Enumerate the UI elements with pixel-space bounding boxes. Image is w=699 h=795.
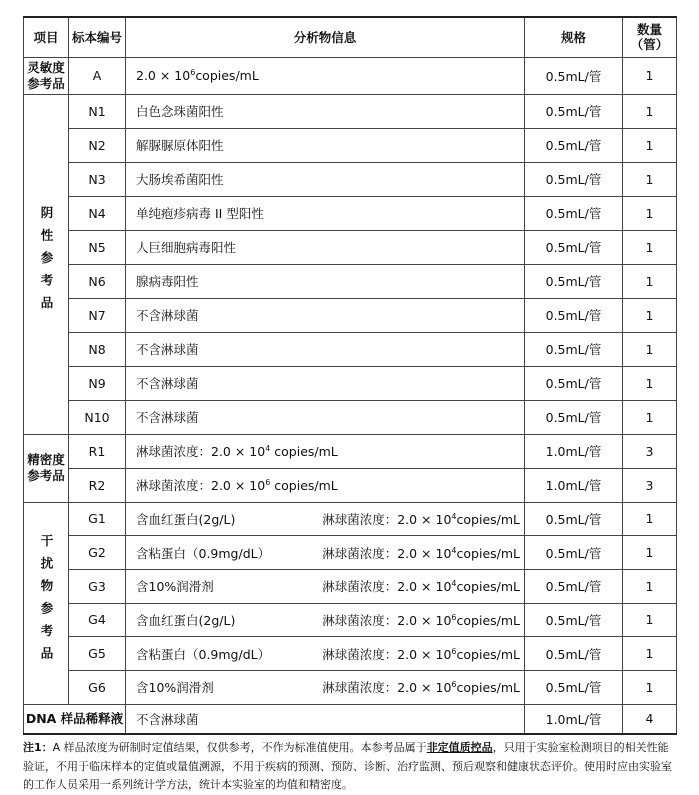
spec-cell: 0.5mL/管	[525, 128, 623, 162]
table-row	[24, 230, 677, 264]
group-negative-label: 阴性参考品	[39, 206, 54, 319]
table-row	[24, 468, 677, 502]
table-row	[24, 434, 677, 468]
group-dna-label: DNA 样品稀释液	[25, 710, 124, 726]
analyte-concentration-exp: 4	[265, 443, 271, 453]
spec-cell: 1.0mL/管	[525, 468, 623, 502]
analyte-concentration-exp: 4	[451, 545, 457, 555]
analyte-concentration-pre: 2.0 × 10	[136, 68, 191, 83]
analyte-concentration-exp: 4	[451, 511, 457, 521]
analyte-concentration-exp: 6	[190, 67, 196, 77]
qty-cell: 3	[623, 468, 677, 502]
spec-cell: 0.5mL/管	[525, 536, 623, 570]
spec-cell: 0.5mL/管	[525, 670, 623, 704]
analyte-concentration-pre: 淋球菌浓度：2.0 × 10	[322, 545, 452, 561]
interferent: 含血红蛋白(2g/L)	[136, 511, 236, 527]
analyte-concentration-exp: 6	[265, 477, 271, 487]
spec-cell: 1.0mL/管	[525, 704, 623, 734]
analyte-concentration-post: copies/mL	[270, 478, 338, 493]
analyte-concentration-exp: 6	[451, 680, 457, 690]
analyte-concentration	[322, 645, 520, 663]
analyte-cell: 单纯疱疹病毒 II 型阳性	[126, 196, 525, 230]
header-analyte: 分析物信息	[126, 17, 525, 57]
analyte-cell: 白色念珠菌阳性	[126, 94, 525, 128]
sample-id: N8	[69, 332, 126, 366]
sample-id: N9	[69, 366, 126, 400]
group-interference	[24, 502, 69, 704]
analyte-cell	[126, 670, 525, 704]
table-row	[24, 264, 677, 298]
sample-id: N10	[69, 400, 126, 434]
interferent: 含10%润滑剂	[136, 579, 214, 595]
spec-cell: 0.5mL/管	[525, 264, 623, 298]
qty-cell: 1	[623, 536, 677, 570]
analyte-concentration-pre: 淋球菌浓度：2.0 × 10	[136, 444, 266, 459]
qty-cell: 4	[623, 704, 677, 734]
table-row	[24, 57, 677, 94]
sample-id: N3	[69, 162, 126, 196]
table-row	[24, 670, 677, 704]
group-interference-label: 干扰物参考品	[39, 534, 54, 670]
qty-cell: 1	[623, 569, 677, 603]
table-row	[24, 704, 677, 734]
analyte-concentration-post: copies/mL	[456, 646, 520, 662]
table-row	[24, 536, 677, 570]
table-row	[24, 94, 677, 128]
analyte-pair	[136, 544, 524, 562]
analyte-cell: 腺病毒阳性	[126, 264, 525, 298]
analyte-cell: 解脲脲原体阳性	[126, 128, 525, 162]
header-row	[24, 17, 677, 57]
analyte-concentration-pre: 淋球菌浓度：2.0 × 10	[322, 612, 452, 628]
analyte-concentration-pre: 淋球菌浓度：2.0 × 10	[322, 579, 452, 595]
spec-cell: 0.5mL/管	[525, 637, 623, 671]
sample-id: A	[69, 57, 126, 94]
table-row	[24, 603, 677, 637]
spec-cell: 0.5mL/管	[525, 230, 623, 264]
analyte-cell	[126, 569, 525, 603]
analyte-cell	[126, 637, 525, 671]
analyte-cell: 不含淋球菌	[126, 366, 525, 400]
table-row	[24, 196, 677, 230]
sample-id: N4	[69, 196, 126, 230]
header-item: 项目	[24, 17, 69, 57]
qty-cell: 1	[623, 502, 677, 536]
analyte-concentration	[322, 510, 520, 528]
analyte-concentration-pre: 淋球菌浓度：2.0 × 10	[322, 511, 452, 527]
spec-cell: 0.5mL/管	[525, 603, 623, 637]
spec-cell: 0.5mL/管	[525, 400, 623, 434]
qty-cell: 1	[623, 366, 677, 400]
qty-cell: 1	[623, 603, 677, 637]
analyte-cell	[126, 434, 525, 468]
qty-cell: 1	[623, 670, 677, 704]
spec-cell: 0.5mL/管	[525, 162, 623, 196]
interferent: 含10%润滑剂	[136, 680, 214, 696]
table-row	[24, 162, 677, 196]
sample-id: N1	[69, 94, 126, 128]
table-row	[24, 637, 677, 671]
analyte-concentration-post: copies/mL	[456, 680, 520, 696]
sample-id: N2	[69, 128, 126, 162]
spec-cell: 0.5mL/管	[525, 57, 623, 94]
analyte-pair	[136, 611, 524, 629]
analyte-concentration-post: copies/mL	[195, 68, 259, 83]
sample-id: N7	[69, 298, 126, 332]
analyte-concentration-pre: 淋球菌浓度：2.0 × 10	[136, 478, 266, 493]
table-row	[24, 400, 677, 434]
header-sample-no: 标本编号	[69, 17, 126, 57]
qty-cell: 1	[623, 332, 677, 366]
sample-id: G3	[69, 569, 126, 603]
sample-id: G5	[69, 637, 126, 671]
sample-id: G2	[69, 536, 126, 570]
analyte-concentration	[322, 611, 520, 629]
analyte-cell: 不含淋球菌	[126, 298, 525, 332]
table-row	[24, 128, 677, 162]
qty-cell: 3	[623, 434, 677, 468]
spec-cell: 0.5mL/管	[525, 502, 623, 536]
qty-cell: 1	[623, 162, 677, 196]
analyte-cell	[126, 468, 525, 502]
header-spec: 规格	[525, 17, 623, 57]
qty-cell: 1	[623, 264, 677, 298]
group-sensitivity	[24, 57, 69, 94]
analyte-concentration	[322, 544, 520, 562]
interferent: 含血红蛋白(2g/L)	[136, 612, 236, 628]
qty-cell: 1	[623, 637, 677, 671]
qty-cell: 1	[623, 57, 677, 94]
analyte-concentration	[322, 577, 520, 595]
analyte-cell: 大肠埃希菌阳性	[126, 162, 525, 196]
analyte-cell: 不含淋球菌	[126, 332, 525, 366]
analyte-concentration-post: copies/mL	[270, 444, 338, 459]
footnote-label: 注1：	[23, 741, 53, 754]
group-precision	[24, 434, 69, 502]
analyte-concentration-post: copies/mL	[456, 511, 520, 527]
header-qty: 数量（管）	[623, 17, 677, 57]
footnote	[23, 739, 678, 795]
spec-cell: 1.0mL/管	[525, 434, 623, 468]
qty-cell: 1	[623, 298, 677, 332]
sample-id: G6	[69, 670, 126, 704]
qty-cell: 1	[623, 400, 677, 434]
analyte-concentration-exp: 6	[451, 646, 457, 656]
analyte-concentration-pre: 淋球菌浓度：2.0 × 10	[322, 680, 452, 696]
analyte-cell	[126, 536, 525, 570]
analyte-pair	[136, 577, 524, 595]
sample-id: R1	[69, 434, 126, 468]
sample-id: N5	[69, 230, 126, 264]
analyte-pair	[136, 510, 524, 528]
qty-cell: 1	[623, 128, 677, 162]
analyte-concentration-post: copies/mL	[456, 579, 520, 595]
analyte-cell	[126, 57, 525, 94]
group-dna	[24, 704, 126, 734]
sample-id: G1	[69, 502, 126, 536]
interferent: 含粘蛋白（0.9mg/dL）	[136, 646, 271, 662]
table-row	[24, 569, 677, 603]
group-negative	[24, 94, 69, 434]
analyte-concentration-post: copies/mL	[456, 545, 520, 561]
qty-cell: 1	[623, 196, 677, 230]
analyte-concentration	[136, 444, 338, 459]
group-sensitivity-label: 灵敏度参考品	[27, 59, 65, 91]
analyte-pair	[136, 678, 524, 696]
analyte-cell: 人巨细胞病毒阳性	[126, 230, 525, 264]
sample-id: N6	[69, 264, 126, 298]
qty-cell: 1	[623, 230, 677, 264]
table-row	[24, 332, 677, 366]
spec-cell: 0.5mL/管	[525, 94, 623, 128]
spec-cell: 0.5mL/管	[525, 569, 623, 603]
analyte-cell: 不含淋球菌	[126, 400, 525, 434]
table-row	[24, 298, 677, 332]
spec-cell: 0.5mL/管	[525, 196, 623, 230]
analyte-concentration-exp: 4	[451, 579, 457, 589]
footnote-text-2: ，只用于实验室检测项目的相关性能验证，不用于临床样本的定值或量值溯源，不用于疾病的预测、预防、诊断、治疗监测、预后观察和健康状态评价。使用时应由实验室的工作人员采用一系列统计学方法，统计本实验室的均值和精密度。	[23, 741, 672, 791]
footnote-emphasis: 非定值质控品	[426, 741, 493, 754]
footnote-text-1: A 样品浓度为研制时定值结果，仅供参考，不作为标准值使用。本参考品属于	[52, 741, 427, 754]
interferent: 含粘蛋白（0.9mg/dL）	[136, 545, 271, 561]
analyte-cell	[126, 603, 525, 637]
table-row	[24, 366, 677, 400]
spec-cell: 0.5mL/管	[525, 332, 623, 366]
analyte-concentration-pre: 淋球菌浓度：2.0 × 10	[322, 646, 452, 662]
analyte-cell	[126, 502, 525, 536]
sample-id: G4	[69, 603, 126, 637]
analyte-concentration	[136, 68, 259, 83]
analyte-concentration-post: copies/mL	[456, 612, 520, 628]
analyte-cell: 不含淋球菌	[126, 704, 525, 734]
group-precision-label: 精密度参考品	[27, 452, 65, 483]
analyte-pair	[136, 645, 524, 663]
analyte-concentration	[136, 478, 338, 493]
analyte-concentration	[322, 678, 520, 696]
spec-cell: 0.5mL/管	[525, 298, 623, 332]
qty-cell: 1	[623, 94, 677, 128]
analyte-concentration-exp: 6	[451, 612, 457, 622]
spec-cell: 0.5mL/管	[525, 366, 623, 400]
reference-table	[23, 16, 677, 735]
sample-id: R2	[69, 468, 126, 502]
table-row	[24, 502, 677, 536]
